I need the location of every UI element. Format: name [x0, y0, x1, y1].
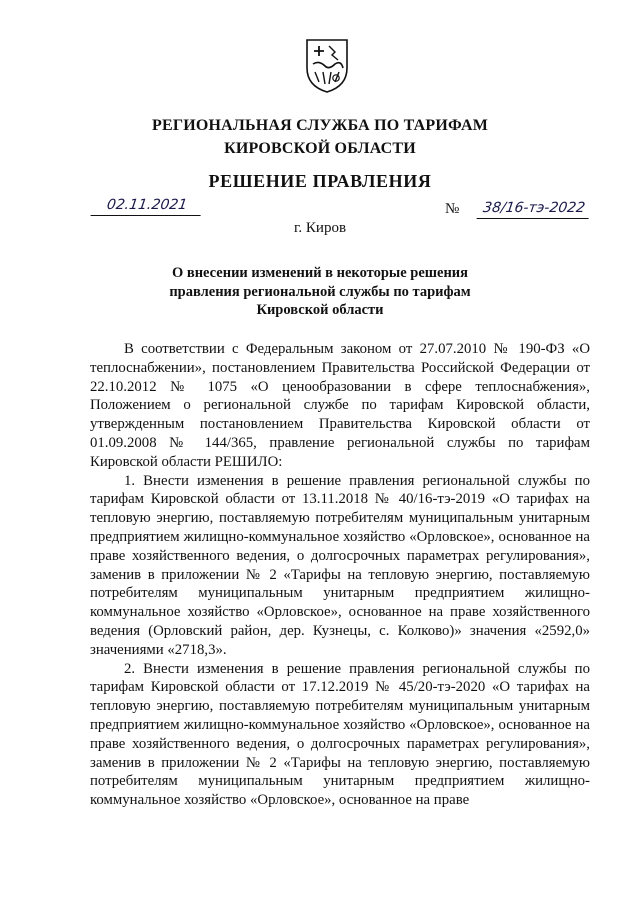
org-line-1: РЕГИОНАЛЬНАЯ СЛУЖБА ПО ТАРИФАМ	[151, 117, 489, 134]
document-body	[90, 340, 590, 810]
subject-line-2: правления региональной службы по тарифам	[169, 283, 471, 300]
city: г. Киров	[293, 220, 347, 236]
preamble-paragraph: В соответствии с Федеральным законом от 27.07.2010 № 190-ФЗ «О теплоснабжении», постановлением Правительства Российской Федерации от 22.10.2012 № 1075 «О ценообразовании в сфере теплоснабжения», Положением о региональной службе по тарифам Кировской области, утвержденным постановлением Правительства Кировской области от 01.09.2008 № 144/365, правление региональной службы по тарифам Кировской области РЕШИЛО:	[90, 341, 590, 470]
org-line-2: КИРОВСКОЙ ОБЛАСТИ	[224, 140, 416, 157]
organization-title	[0, 114, 640, 160]
item-2-paragraph: 2. Внести изменения в решение правления региональной службы по тарифам Кировской области от 17.12.2019 № 45/20-тэ-2020 «О тарифах на тепловую энергию, поставляемую потребителям муниципальным унитарным предприятием жилищно-коммунальное хозяйство «Орловское», основанное на праве хозяйственного ведения, о долгосрочных параметрах регулирования», заменив в приложении № 2 «Тарифы на тепловую энергию, поставляемую потребителям муниципальным унитарным предприятием жилищно-коммунальное хозяйство «Орловское», основанное на праве	[90, 660, 590, 809]
document-number: 38/16-тэ-2022	[477, 198, 592, 219]
number-sign: №	[445, 201, 460, 217]
document-type: РЕШЕНИЕ ПРАВЛЕНИЯ	[208, 171, 432, 191]
subject-line-1: О внесении изменений в некоторые решения	[171, 265, 469, 281]
document-subject	[150, 264, 490, 320]
document-date: 02.11.2021	[91, 195, 204, 216]
coat-of-arms-icon	[305, 38, 349, 94]
item-1-paragraph: 1. Внести изменения в решение правления региональной службы по тарифам Кировской области от 13.11.2018 № 40/16-тэ-2019 «О тарифах на тепловую энергию, поставляемую потребителям муниципальным унитарным предприятием жилищно-коммунальное хозяйство «Орловское», основанное на праве хозяйственного ведения, о долгосрочных параметрах регулирования», заменив в приложении № 2 «Тарифы на тепловую энергию, поставляемую потребителям муниципальным унитарным предприятием жилищно-коммунальное хозяйство «Орловское», основанное на праве хозяйственного ведения (Орловский район, дер. Кузнецы, с. Колково)» значения «2592,0» значениями «2718,3».	[90, 472, 590, 658]
subject-line-3: Кировской области	[256, 302, 384, 318]
